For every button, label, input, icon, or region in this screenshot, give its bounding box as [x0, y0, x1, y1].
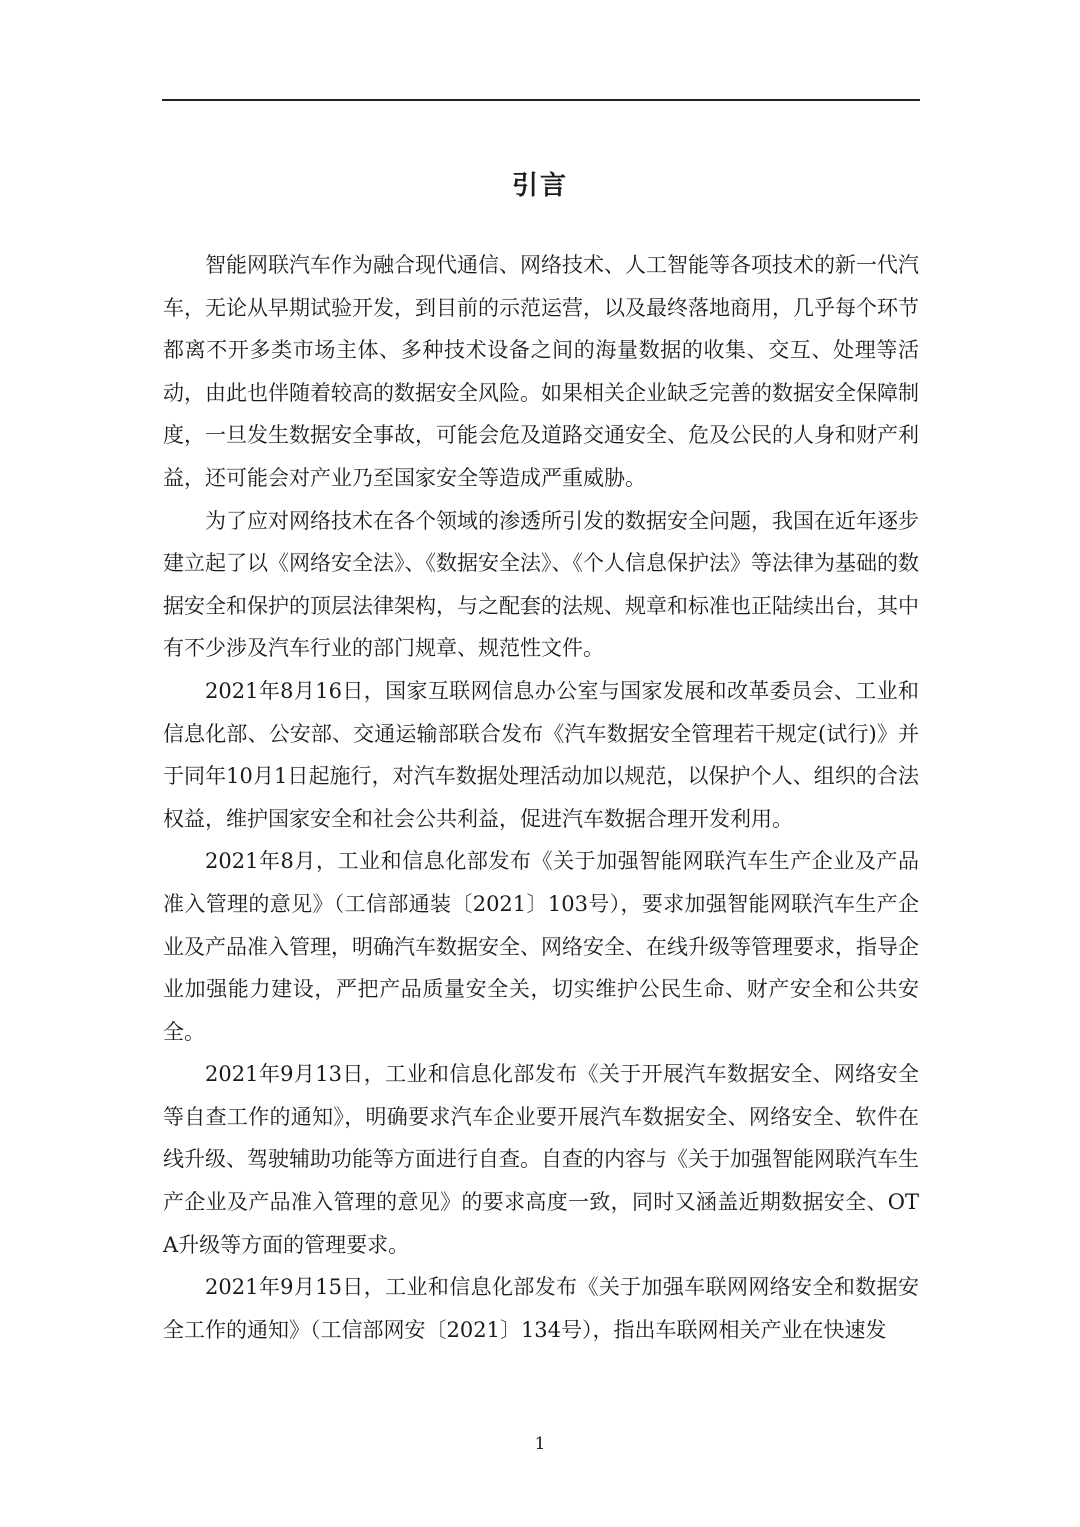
body-text [163, 244, 919, 1351]
header-rule [162, 99, 920, 101]
paragraph-2021-09-15: 2021年9月15日，工业和信息化部发布《关于加强车联网网络安全和数据安全工作的通知》（工信部网安〔2021〕134号），指出车联网相关产业在快速发 [163, 1275, 919, 1342]
page-title: 引言 [511, 171, 568, 201]
page-number: 1 [534, 1434, 546, 1454]
paragraph-legal-framework: 为了应对网络技术在各个领域的渗透所引发的数据安全问题，我国在近年逐步建立起了以《网络安全法》、《数据安全法》、《个人信息保护法》等法律为基础的数据安全和保护的顶层法律架构，与之配套的法规、规章和标准也正陆续出台，其中有不少涉及汽车行业的部门规章、规范性文件。 [163, 508, 919, 661]
paragraph-2021-09-13: 2021年9月13日，工业和信息化部发布《关于开展汽车数据安全、网络安全等自查工作的通知》，明确要求汽车企业要开展汽车数据安全、网络安全、软件在线升级、驾驶辅助功能等方面进行自查。自查的内容与《关于加强智能网联汽车生产企业及产品准入管理的意见》的要求高度一致，同时又涵盖近期数据安全、OTA升级等方面的管理要求。 [163, 1062, 919, 1257]
paragraph-intro: 智能网联汽车作为融合现代通信、网络技术、人工智能等各项技术的新一代汽车，无论从早期试验开发，到目前的示范运营，以及最终落地商用，几乎每个环节都离不开多类市场主体、多种技术设备之间的海量数据的收集、交互、处理等活动，由此也伴随着较高的数据安全风险。如果相关企业缺乏完善的数据安全保障制度，一旦发生数据安全事故，可能会危及道路交通安全、危及公民的人身和财产利益，还可能会对产业乃至国家安全等造成严重威胁。 [163, 253, 919, 490]
paragraph-2021-08-16: 2021年8月16日，国家互联网信息办公室与国家发展和改革委员会、工业和信息化部、公安部、交通运输部联合发布《汽车数据安全管理若干规定(试行)》并于同年10月1日起施行，对汽车数据处理活动加以规范，以保护个人、组织的合法权益，维护国家安全和社会公共利益，促进汽车数据合理开发利用。 [163, 678, 919, 831]
paragraph-2021-08: 2021年8月，工业和信息化部发布《关于加强智能网联汽车生产企业及产品准入管理的意见》（工信部通装〔2021〕103号），要求加强智能网联汽车生产企业及产品准入管理，明确汽车数据安全、网络安全、在线升级等管理要求，指导企业加强能力建设，严把产品质量安全关，切实维护公民生命、财产安全和公共安全。 [163, 849, 919, 1044]
